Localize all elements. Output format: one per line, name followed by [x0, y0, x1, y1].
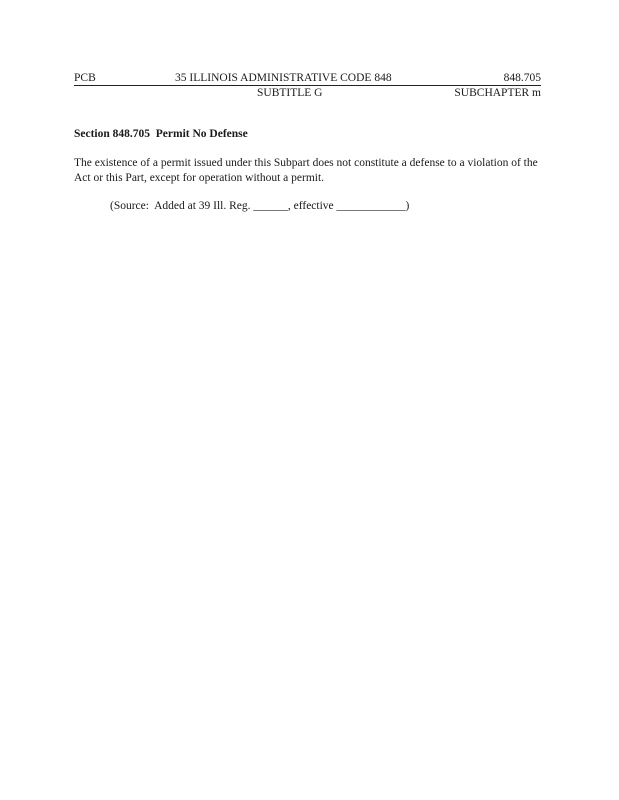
- header-section-number: 848.705: [503, 72, 541, 84]
- section-body: The existence of a permit issued under this Subpart does not constitute a defense to a violation of the Act or this Part, except for operation without a permit.: [74, 157, 538, 184]
- page-header: [74, 72, 541, 100]
- header-row-bottom: [74, 87, 541, 100]
- header-row-top: [74, 72, 541, 86]
- header-agency: PCB: [74, 72, 96, 84]
- header-subchapter: SUBCHAPTER m: [454, 87, 541, 99]
- source-note: (Source: Added at 39 Ill. Reg. ______, effective ____________): [110, 200, 410, 212]
- header-code-title: 35 ILLINOIS ADMINISTRATIVE CODE 848: [175, 72, 392, 84]
- section-heading: Section 848.705 Permit No Defense: [74, 128, 248, 140]
- header-subtitle: SUBTITLE G: [257, 87, 323, 99]
